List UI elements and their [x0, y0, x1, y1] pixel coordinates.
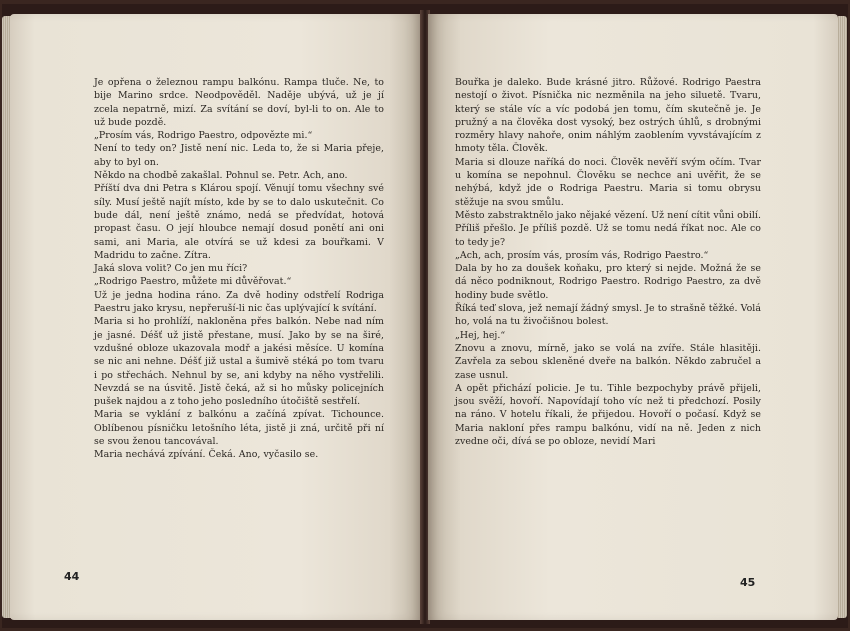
- right-page-number: 45: [740, 576, 756, 589]
- open-book: [2, 4, 848, 628]
- left-page: [10, 14, 422, 620]
- left-page-text: Je opřena o železnou rampu balkónu. Rampa tluče. Ne, to bije Marino srdce. Neodpověděl. Naděje ubývá, už je jí zcela nepatrně, mizí. Za svítání se doví, byl-li to on. Ale to už bude pozdě. „Prosím vás, Rodrigo Paestro, odpovězte mi.“ Není to tedy on? Jistě není nic. Leda to, že si Maria přeje, aby to byl on. Někdo na chodbě zakašlal. Pohnul se. Petr. Ach, ano. Příští dva dni Petra s Klárou spojí. Věnují tomu všechny své síly. Musí ještě najít místo, kde by se to dalo uskutečnit. Co bude dál, není ještě známo, nedá se předvídat, hotová propast času. O její hloubce nemají dosud ponětí ani oni sami, ani Maria, ale otvírá se už kdesi za bouřkami. V Madridu to začne. Zítra. Jaká slova volit? Co jen mu říci? „Rodrigo Paestro, můžete mi důvěřovat.“ Už je jedna hodina ráno. Za dvě hodiny odstřelí Rodriga Paestru jako krysu, nepřeruší-li nic čas upl͏ývající k svítání. Maria si ho prohlíží, nakloněna přes balkón. Nebe nad ním je jasné. Déšť už jistě přestane, musí. Jako by se na širé, vzdušné obloze ukazovala modř a jakési měsíce. U komína se nic ani nehne. Déšť již ustal a šumivě stéká po tom tvaru i po střechách. Nehnul by se, ani kdyby na něho vystřelili. Nevzdá se na úsvitě. Jistě čeká, až si ho můsky policejních pušek najdou a z toho jeho posledního útočiště sestřelí. Maria se vyklání z balkónu a začíná zpívat. Tichounce. Oblíbenou písničku letošního léta, jistě ji zná, určitě při ní se svou ženou tancovával. Maria nechává zpívání. Čeká. Ano, vyčasilo se.: [94, 77, 384, 461]
- right-page-edges: [838, 16, 847, 618]
- left-page-number: 44: [64, 570, 80, 583]
- right-page-text: Bouřka je daleko. Bude krásné jitro. Růžové. Rodrigo Paestra nestojí o život. Písnička nic nezměnila na jeho siluetě. Tvaru, který se stále víc a víc podobá jen tomu, čím skutečně je. Je pružný a na člověka dost vysoký, bez ostrých úhlů, s drobnými rozměry hlavy nahoře, onim náhlým zaoblením vyvstávajícím z hmoty těla. Člověk. Maria si dlouze naříká do noci. Člověk nevěří svým očím. Tvar u komína se nepohnul. Člověku se nechce ani uvěřit, že se nehýbá, když jde o Rodriga Paestru. Maria si tomu obrysu stěžuje na svou smůlu. Město zabstraktnělo jako nějaké vězení. Už není cítit vůni obilí. Příliš přešlo. Je příliš pozdě. Už se tomu nedá říkat noc. Ale co to tedy je? „Ach, ach, prosím vás, prosím vás, Rodrigo Paestro.“ Dala by ho za doušek koňaku, pro který si nejde. Možná že se dá něco podniknout, Rodrigo Paestro. Rodrigo Paestro, za dvě hodiny bude světlo. Říká teď slova, jež nemají žádný smysl. Je to strašně těžké. Volá ho, volá na tu živočišnou bolest. „Hej, hej.“ Znovu a znovu, mírně, jako se volá na zvíře. Stále hlasitěji. Zavřela za sebou skleněné dveře na balkón. Někdo zabručel a zase usnul. A opět přichází policie. Je tu. Tihle bezpochyby právě přijeli, jsou svěží, hovoří. Napovídají toho víc než ti předchozí. Posily na ráno. V hotelu říkali, že přijedou. Hovoří o počasí. Když se Maria nakloní přes rampu balkónu, vidí na ně. Jeden z nich zvedne oči, dívá se po obloze, nevidí Mari: [455, 77, 761, 448]
- right-page: [428, 14, 838, 620]
